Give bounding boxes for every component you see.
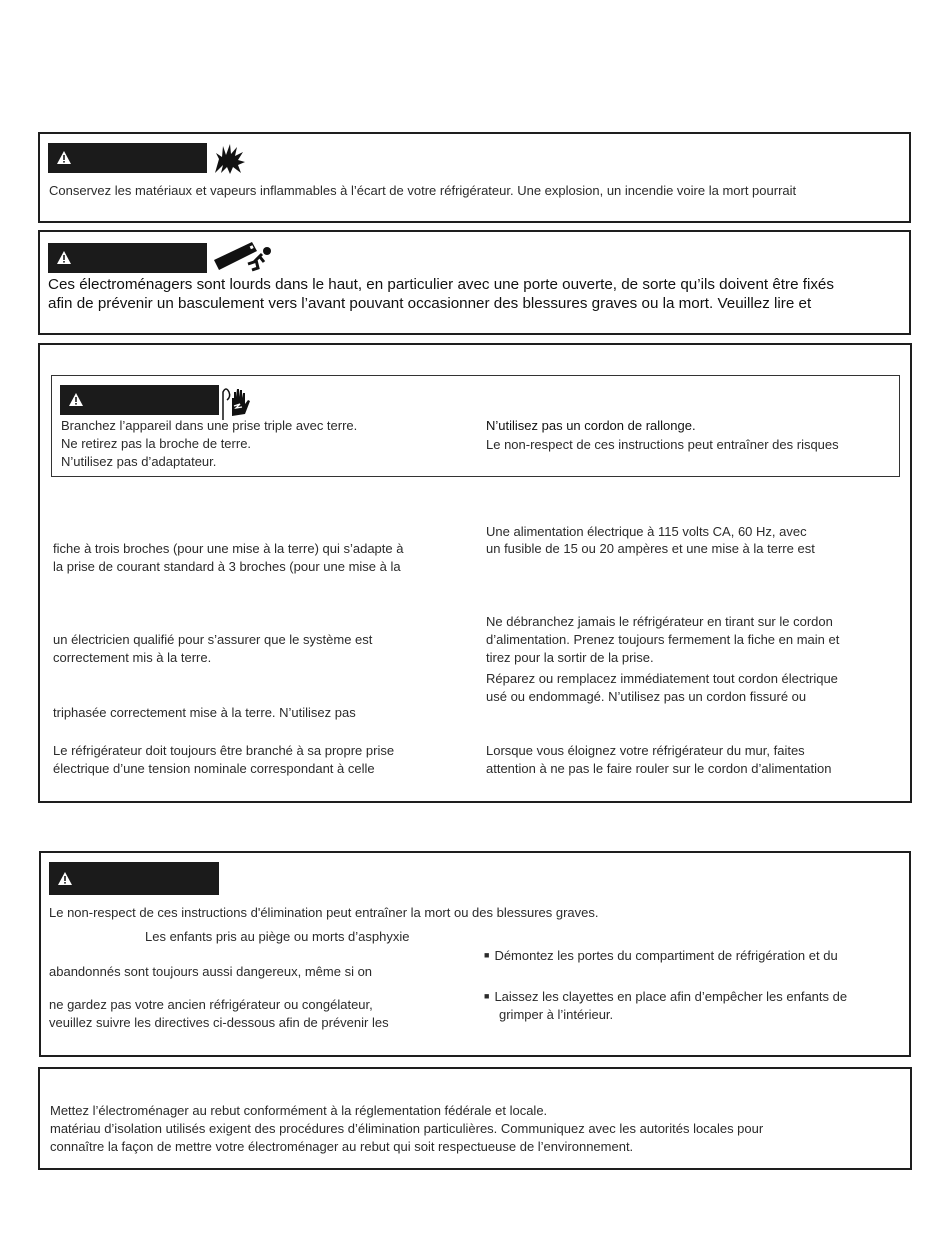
old-appliance-left-line-3: ne gardez pas votre ancien réfrigérateur ou congélateur, [49,997,373,1012]
disposal-info-line-3: connaître la façon de mettre votre électroménager au rebut qui soit respectueuse de l’environnement. [50,1139,634,1154]
electrical-right-line-1: N’utilisez pas un cordon de rallonge. [486,418,696,433]
right-para-4-line-1: Lorsque vous éloignez votre réfrigérateur du mur, faites [486,743,805,758]
old-appliance-left-line-4: veuillez suivre les directives ci-dessous afin de prévenir les [49,1015,389,1030]
electric-shock-icon [222,386,252,420]
left-para-1-line-1: fiche à trois broches (pour une mise à la terre) qui s’adapte à [53,541,404,556]
warning-signal-bar [48,143,207,173]
electrical-left-line-1: Branchez l’appareil dans une prise triple avec terre. [61,418,358,433]
left-para-2-line-1: un électricien qualifié pour s’assurer que le système est [53,632,373,647]
tip-over-hazard-icon [212,240,274,274]
warning-signal-bar [49,862,219,895]
disposal-warning-box [39,851,911,1057]
right-para-2-line-3: tirez pour la sortir de la prise. [486,650,654,665]
electrical-right-line-2: Le non-respect de ces instructions peut entraîner des risques [486,437,839,452]
right-para-4-line-2: attention à ne pas le faire rouler sur le cordon d’alimentation [486,761,832,776]
left-para-4-line-1: Le réfrigérateur doit toujours être branché à sa propre prise [53,743,395,758]
electrical-left-line-3: N’utilisez pas d’adaptateur. [61,454,217,469]
right-para-1-line-1: Une alimentation électrique à 115 volts CA, 60 Hz, avec [486,524,807,539]
tip-over-warning-box [38,230,911,335]
warning-triangle-icon [58,872,72,885]
warning-triangle-icon [57,151,71,164]
bullet-leave-shelves: ■ Laissez les clayettes en place afin d’empêcher les enfants de [484,988,847,1007]
warning-signal-bar [60,385,219,415]
tip-over-line-2: afin de prévenir un basculement vers l’avant pouvant occasionner des blessures graves ou la mort. Veuillez lire et [48,295,812,312]
explosion-warning-box [38,132,911,223]
warning-triangle-icon [69,393,83,406]
explosion-icon [213,143,247,175]
old-appliance-left-line-1: Les enfants pris au piège ou morts d’asphyxie [145,929,410,944]
left-para-1-line-2: la prise de courant standard à 3 broches (pour une mise à la [53,559,401,574]
right-para-3-line-2: usé ou endommagé. N’utilisez pas un cordon fissuré ou [486,689,807,704]
bullet-leave-shelves-line-2: grimper à l’intérieur. [499,1007,614,1022]
warning-signal-bar [48,243,207,273]
tip-over-line-1: Ces électroménagers sont lourds dans le haut, en particulier avec une porte ouverte, de sorte qu’ils doivent être fixés [48,276,834,293]
disposal-warning-text: Le non-respect de ces instructions d'élimination peut entraîner la mort ou des blessures graves. [49,905,599,920]
disposal-info-box [38,1067,912,1170]
old-appliance-left-line-2: abandonnés sont toujours aussi dangereux, même si on [49,964,373,979]
electrical-shock-warning-box [51,375,900,477]
right-para-3-line-1: Réparez ou remplacez immédiatement tout cordon électrique [486,671,838,686]
disposal-info-line-2: matériau d’isolation utilisés exigent des procédures d’élimination particulières. Communiquez avec les autorités locales pour [50,1121,764,1136]
left-para-2-line-2: correctement mis à la terre. [53,650,212,665]
electrical-left-line-2: Ne retirez pas la broche de terre. [61,436,252,451]
disposal-info-line-1: Mettez l’électroménager au rebut conformément à la réglementation fédérale et locale. [50,1103,548,1118]
left-para-3-line-1: triphasée correctement mise à la terre. N’utilisez pas [53,705,356,720]
right-para-2-line-2: d’alimentation. Prenez toujours fermement la fiche en main et [486,632,840,647]
bullet-remove-doors: ■ Démontez les portes du compartiment de réfrigération et du [484,947,838,966]
warning-triangle-icon [57,251,71,264]
right-para-1-line-2: un fusible de 15 ou 20 ampères et une mise à la terre est [486,541,815,556]
right-para-2-line-1: Ne débranchez jamais le réfrigérateur en tirant sur le cordon [486,614,833,629]
left-para-4-line-2: électrique d’une tension nominale correspondant à celle [53,761,375,776]
explosion-warning-text: Conservez les matériaux et vapeurs inflammables à l’écart de votre réfrigérateur. Une explosion, un incendie voire la mort pourrait [49,183,797,198]
electrical-requirements-box [38,343,912,803]
